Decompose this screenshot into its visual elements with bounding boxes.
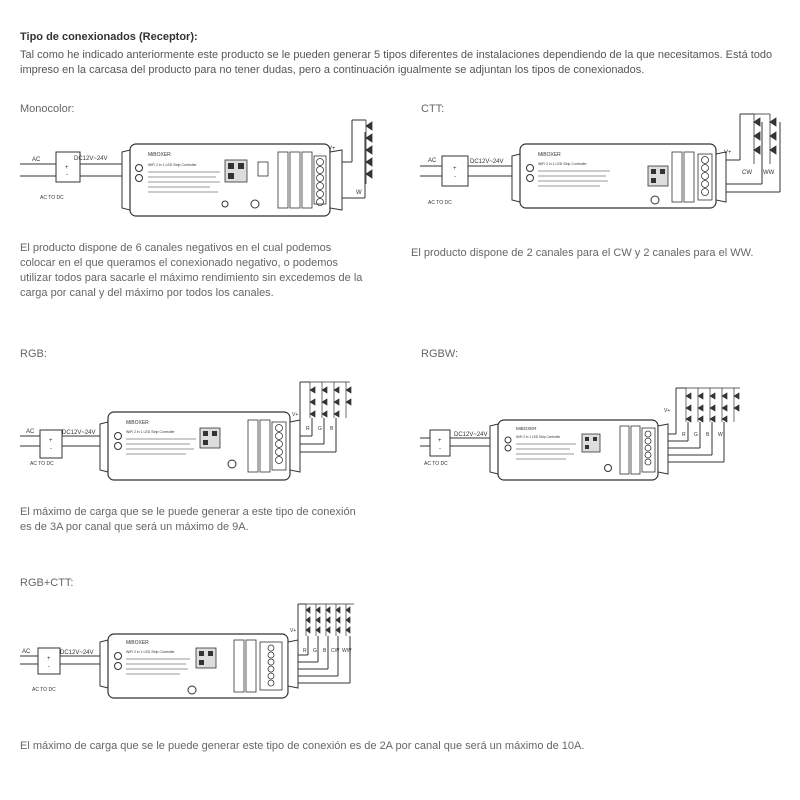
- wire-label-w: W: [356, 190, 362, 196]
- ac-label: AC: [32, 157, 41, 163]
- section-label-rgbctt: RGB+CTT:: [20, 577, 74, 589]
- svg-text:+: +: [47, 656, 51, 662]
- svg-text:+: +: [49, 438, 53, 444]
- section-label-mono: Monocolor:: [20, 103, 75, 115]
- wire-label-vplus: V+: [290, 628, 297, 634]
- ac-label: AC: [22, 649, 31, 655]
- product-label: WiFi 2 in 1 LED Strip Controller: [516, 435, 561, 439]
- svg-text:-: -: [50, 446, 52, 452]
- svg-text:+: +: [453, 166, 457, 172]
- voltage-label: DC12V~24V: [470, 159, 504, 165]
- svg-text:-: -: [66, 172, 68, 178]
- converter-label: AC TO DC: [424, 461, 448, 467]
- brand-label: MiBOXER: [126, 640, 149, 646]
- wire-label-g: G: [694, 432, 698, 438]
- converter-label: AC TO DC: [30, 461, 54, 467]
- converter-label: AC TO DC: [32, 687, 56, 693]
- led-strip: [754, 114, 776, 164]
- wire-label-ww: WW: [342, 648, 352, 654]
- section-text-rgbctt: El máximo de carga que se le puede generar este tipo de conexión es de 2A por canal que será un máximo de 10A.: [20, 740, 585, 752]
- wire-label-vplus: V+: [724, 150, 732, 156]
- product-label: WiFi 2 in 1 LED Strip Controller: [126, 430, 175, 434]
- product-label: WiFi 2 in 1 LED Strip Controller: [148, 163, 197, 167]
- led-strip: [306, 604, 354, 636]
- wire-label-b: B: [706, 432, 710, 438]
- voltage-label: DC12V~24V: [74, 156, 108, 162]
- ac-dc-converter: [40, 430, 62, 458]
- wire-label-b: B: [330, 426, 334, 432]
- voltage-label: DC12V~24V: [62, 430, 96, 436]
- svg-text:-: -: [439, 446, 441, 452]
- wiring-diagram-rgbctt: [20, 598, 360, 710]
- wire-label-b: B: [323, 648, 327, 654]
- wire-label-vplus: V+: [292, 412, 299, 418]
- wiring-diagram-mono: [20, 112, 390, 230]
- brand-label: MiBOXER: [126, 420, 149, 426]
- voltage-label: DC12V~24V: [60, 650, 94, 656]
- wire-label-cw: CW: [742, 170, 752, 176]
- wire-label-g: G: [318, 426, 322, 432]
- section-label-ctt: CTT:: [421, 103, 445, 115]
- wire-label-cw: CW: [331, 648, 340, 654]
- page-title: Tipo de conexionados (Receptor):: [20, 31, 198, 43]
- product-label: WiFi 2 in 1 LED Strip Controller: [126, 650, 175, 654]
- svg-text:-: -: [454, 174, 456, 180]
- svg-text:-: -: [48, 664, 50, 670]
- converter-label: AC TO DC: [40, 195, 64, 201]
- wire-label-w: W: [718, 432, 723, 438]
- wire-label-ww: WW: [763, 170, 775, 176]
- ac-label: AC: [26, 429, 35, 435]
- wire-label-vplus: V+: [664, 408, 671, 414]
- wire-label-r: R: [306, 426, 310, 432]
- led-strip: [686, 388, 740, 422]
- wiring-diagram-rgb: [20, 372, 360, 488]
- intro-paragraph: Tal como he indicado anteriormente este producto se le pueden generar 5 tipos diferentes de instalaciones dependiendo de la que necesitamos. Está todo impreso en la carcasa del producto para no tener dudas, pero a continuación igualmente se adjuntan los tipos de conexionados.: [20, 49, 773, 76]
- svg-text:+: +: [438, 438, 442, 444]
- ac-label: AC: [428, 158, 437, 164]
- qr-code: [582, 434, 600, 452]
- converter-label: AC TO DC: [428, 200, 452, 206]
- wire-label-r: R: [682, 432, 686, 438]
- voltage-label: DC12V~24V: [454, 432, 488, 438]
- brand-label: MiBOXER: [538, 152, 561, 158]
- section-text-rgb: El máximo de carga que se le puede generar a este tipo de conexión es de 3A por canal que será un máximo de 9A.: [20, 506, 356, 533]
- brand-label: MiBOXER: [516, 426, 537, 431]
- wire-label-vplus: V+: [328, 146, 336, 152]
- led-strip: [366, 120, 372, 184]
- section-text-mono: El producto dispone de 6 canales negativos en el cual podemos colocar en el que queramos el conexionado negativo, o podemos utilizar todos para sacarle el máximo rendimiento sin excedemos de la carga por canal y del máximo por todos los canales.: [20, 242, 363, 299]
- led-strip: [310, 382, 351, 418]
- product-label: WiFi 2 in 1 LED Strip Controller: [538, 162, 587, 166]
- brand-label: MiBOXER: [148, 152, 171, 158]
- wiring-diagram-ctt: [420, 108, 790, 228]
- wire-label-g: G: [313, 648, 317, 654]
- wire-label-r: R: [303, 648, 307, 654]
- wiring-diagram-rgbw: [420, 378, 780, 488]
- section-label-rgbw: RGBW:: [421, 348, 459, 360]
- section-label-rgb: RGB:: [20, 348, 47, 360]
- section-text-ctt: El producto dispone de 2 canales para el CW y 2 canales para el WW.: [411, 247, 754, 259]
- svg-text:+: +: [65, 165, 69, 171]
